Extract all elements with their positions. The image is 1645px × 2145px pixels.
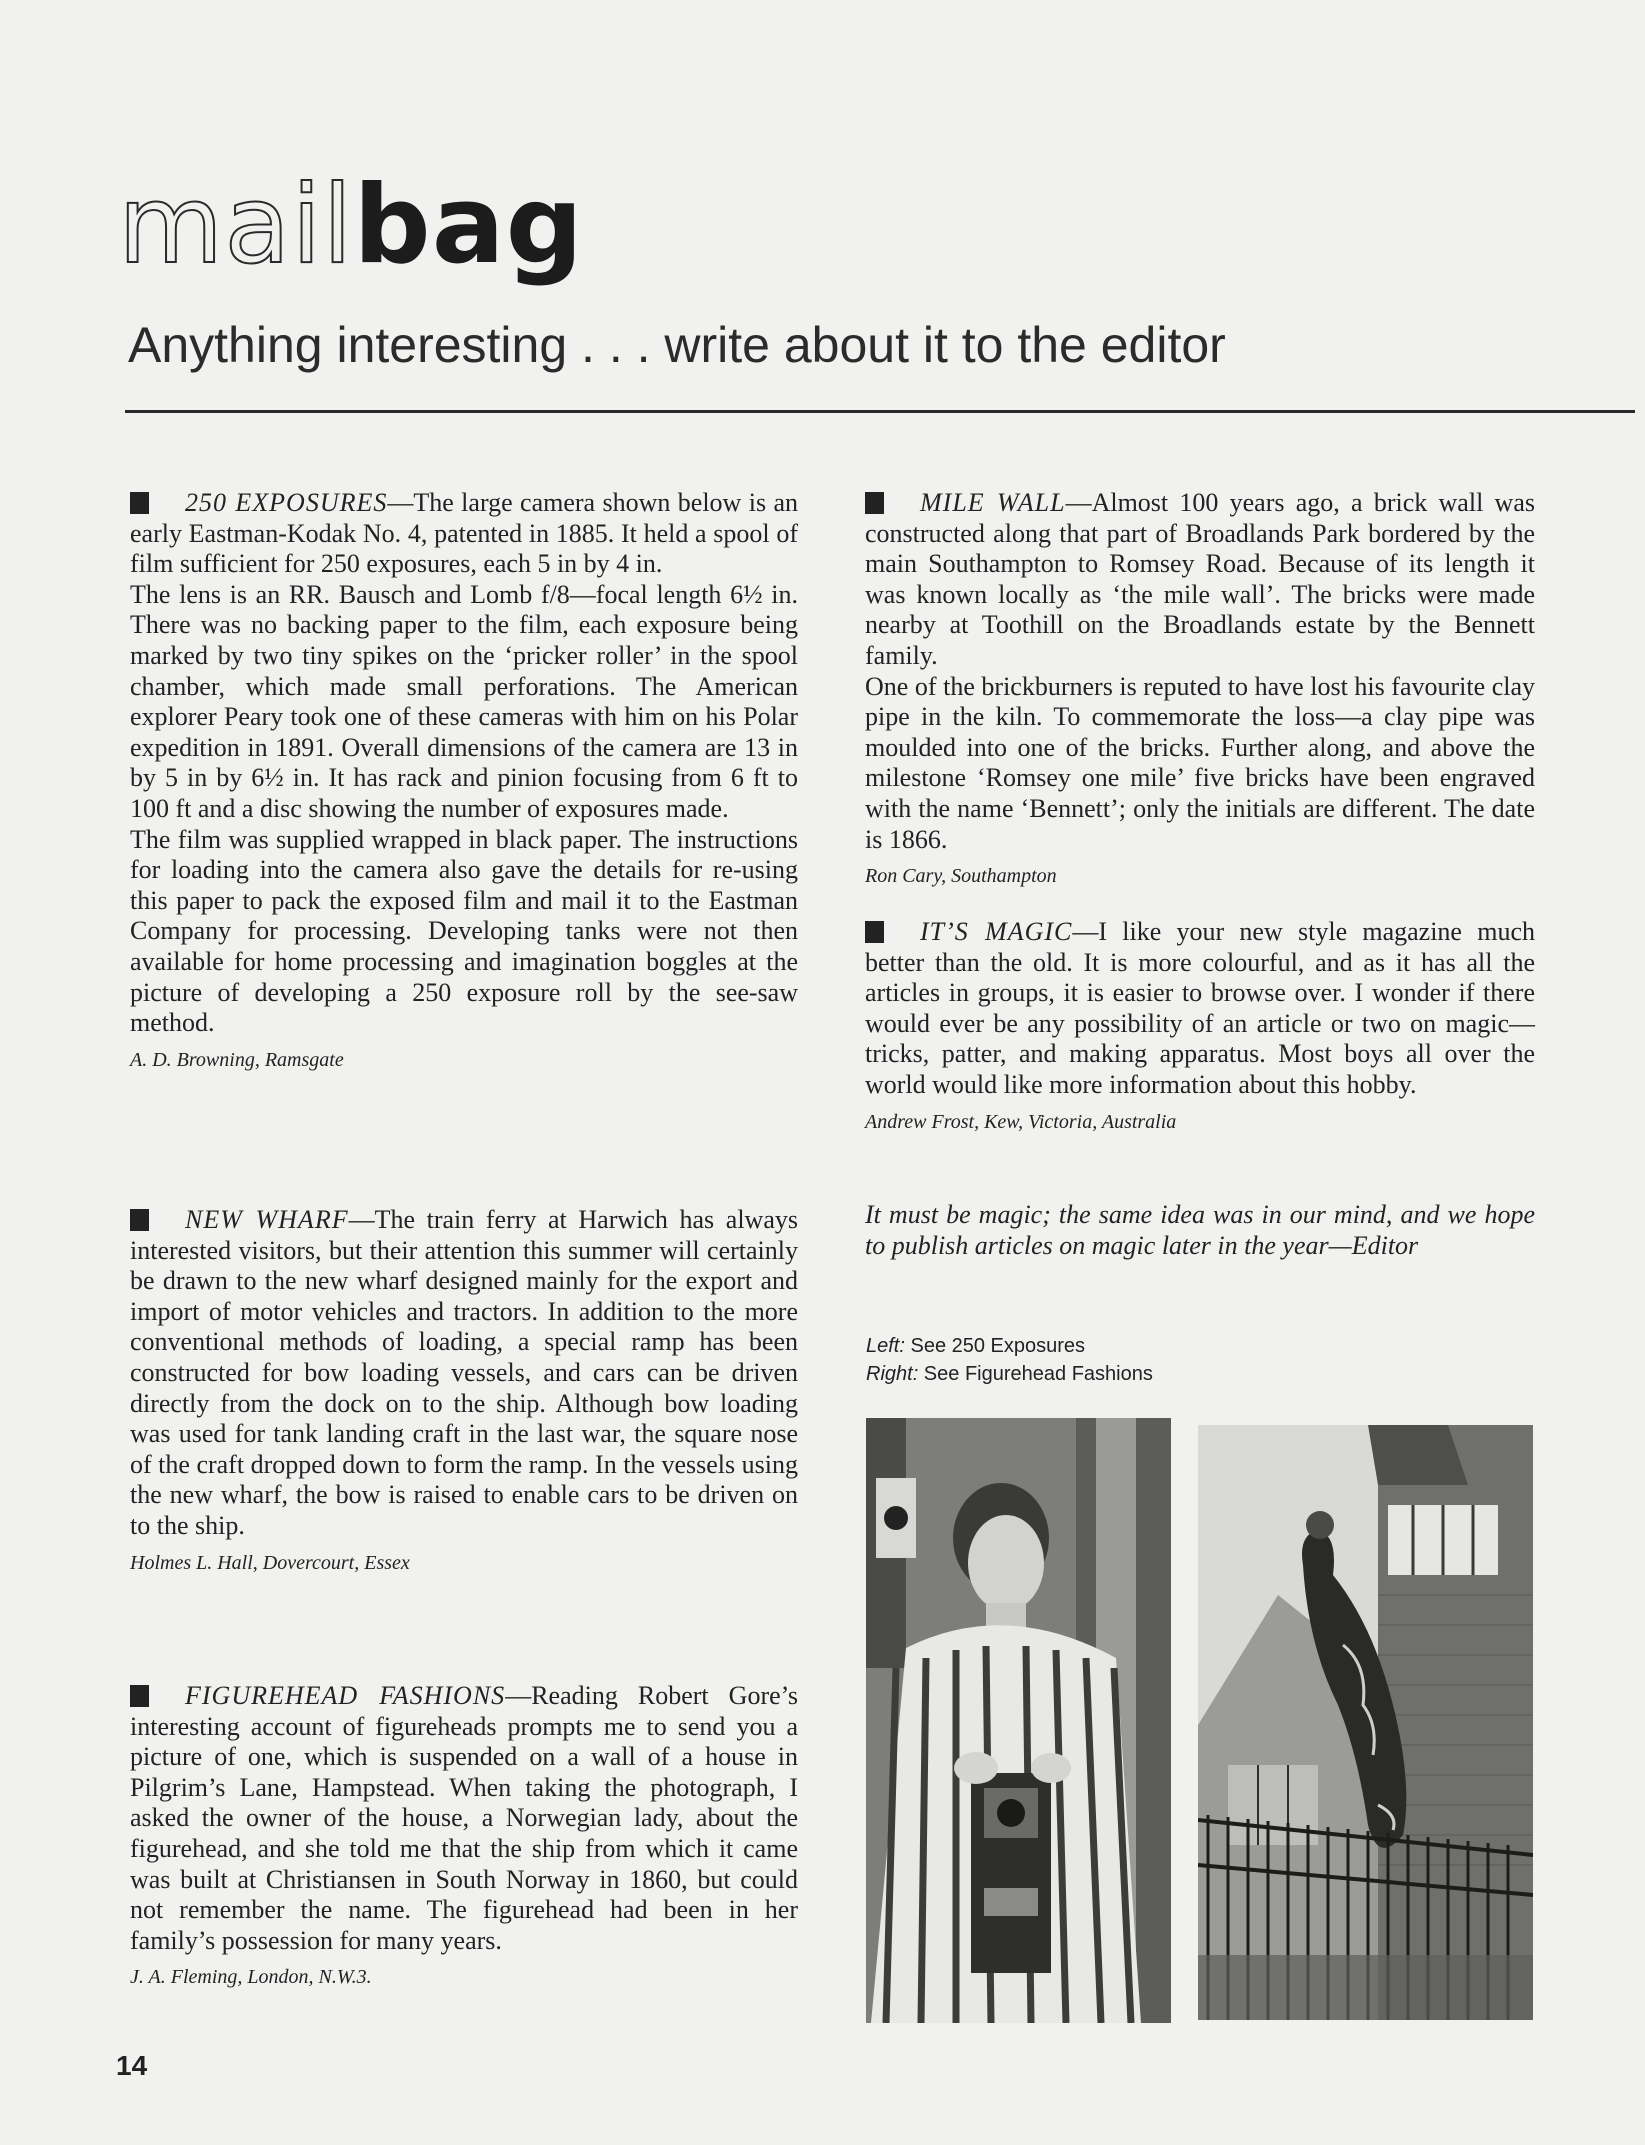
header-divider xyxy=(125,410,1635,413)
masthead-outline-word: mail xyxy=(118,163,354,288)
masthead-logo xyxy=(118,163,584,288)
letter-body: —The train ferry at Harwich has always interested visitors, but their attention this summer will certainly be drawn to the new wharf designed mainly for the export and import of motor vehicles and tractors. In addition to the more conventional methods of loading, a special ramp has been constructed for bow loading vessels, and cars can be driven directly from the dock on to the ship. Although bow loading was used for tank landing craft in the last war, the square nose of the craft dropped down to form the ramp. In the vessels using the new wharf, the bow is raised to enable cars to be driven on to the ship. xyxy=(130,1205,798,1540)
editor-reply xyxy=(865,1200,1535,1261)
letter-signature: Andrew Frost, Kew, Victoria, Australia xyxy=(865,1110,1177,1133)
bullet-square xyxy=(130,1685,149,1707)
caption-right xyxy=(866,1360,1153,1388)
letter-body: —I like your new style magazine much better than the old. It is more colourful, and as it has all the articles in groups, it is easier to browse over. I wonder if there would ever be any possibility of an article or two on magic—tricks, patter, and making apparatus. Most boys all over the world would like more information about this hobby. xyxy=(865,917,1535,1099)
caption-left-label: Left: xyxy=(866,1335,905,1357)
page-number: 14 xyxy=(116,2050,148,2081)
letter-figurehead-fashions xyxy=(130,1681,798,1993)
letter-paragraph: The film was supplied wrapped in black paper. The instructions for loading into the camera also gave the details for re-using this paper to pack the exposed film and mail it to the Eastman Company for processing. Developing tanks were not then available for home processing and imagination boggles at the picture of developing a 250 exposure roll by the see-saw method. xyxy=(130,824,798,1038)
letter-mile-wall xyxy=(865,488,1535,892)
caption-right-label: Right: xyxy=(866,1363,919,1385)
letter-signature: Holmes L. Hall, Dovercourt, Essex xyxy=(130,1551,410,1574)
letter-heading: MILE WALL xyxy=(920,488,1066,517)
caption-right-text: See Figurehead Fashions xyxy=(918,1363,1153,1385)
bullet-square xyxy=(865,492,884,514)
letter-body: —The large camera shown below is an early Eastman-Kodak No. 4, patented in 1885. It held a spool of film sufficient for 250 exposures, each 5 in by 4 in. xyxy=(130,488,798,579)
editor-reply-text: It must be magic; the same idea was in our mind, and we hope to publish articles on magic later in the year—Editor xyxy=(865,1200,1535,1260)
bullet-square xyxy=(130,1209,149,1231)
letter-body: —Reading Robert Gore’s interesting account of figureheads prompts me to send you a picture of one, which is suspended on a wall of a house in Pilgrim’s Lane, Hampstead. When taking the photograph, I asked the owner of the house, a Norwegian lady, about the figurehead, and she told me that the ship from which it came was built at Christiansen in South Norway in 1860, but could not remember the name. The figurehead had been in her family’s possession for many years. xyxy=(130,1681,798,1955)
photo-figurehead-on-house xyxy=(1198,1425,1533,2020)
letter-heading: NEW WHARF xyxy=(185,1205,349,1234)
letter-heading: FIGUREHEAD FASHIONS xyxy=(185,1681,506,1710)
caption-left-text: See 250 Exposures xyxy=(904,1335,1086,1357)
letter-heading: IT’S MAGIC xyxy=(920,917,1073,946)
caption-left xyxy=(866,1332,1153,1360)
letter-paragraph: The lens is an RR. Bausch and Lomb f/8—focal length 6½ in. There was no backing paper to the film, each exposure being marked by two tiny spikes on the ‘pricker roller’ in the spool chamber, which made small perforations. The American explorer Peary took one of these cameras with him on his Polar expedition in 1891. Overall dimensions of the camera are 13 in by 5 in by 6½ in. It has rack and pinion focusing from 6 ft to 100 ft and a disc showing the number of exposures made. xyxy=(130,579,798,823)
letter-its-magic xyxy=(865,917,1535,1137)
bullet-square xyxy=(865,921,884,943)
letter-body: —Almost 100 years ago, a brick wall was constructed along that part of Broadlands Park bordered by the main Southampton to Romsey Road. Because of its length it was known locally as ‘the mile wall’. The bricks were made nearby at Toothill on the Broadlands estate by the Bennett family. xyxy=(865,488,1535,670)
page-subtitle: Anything interesting . . . write about it to the editor xyxy=(128,317,1226,373)
photo-woman-with-camera xyxy=(866,1418,1171,2023)
letter-250-exposures xyxy=(130,488,798,1075)
letter-heading: 250 EXPOSURES xyxy=(185,488,388,517)
letter-signature: A. D. Browning, Ramsgate xyxy=(130,1048,344,1071)
masthead-solid-word: bag xyxy=(353,163,584,288)
letter-new-wharf xyxy=(130,1205,798,1578)
letter-paragraph: One of the brickburners is reputed to have lost his favourite clay pipe in the kiln. To commemorate the loss—a clay pipe was moulded into one of the bricks. Further along, and above the milestone ‘Romsey one mile’ five bricks have been engraved with the name ‘Bennett’; only the initials are different. The date is 1866. xyxy=(865,671,1535,854)
letter-signature: Ron Cary, Southampton xyxy=(865,865,1057,888)
bullet-square xyxy=(130,492,149,514)
photo-captions xyxy=(866,1332,1153,1388)
letter-signature: J. A. Fleming, London, N.W.3. xyxy=(130,1966,372,1989)
